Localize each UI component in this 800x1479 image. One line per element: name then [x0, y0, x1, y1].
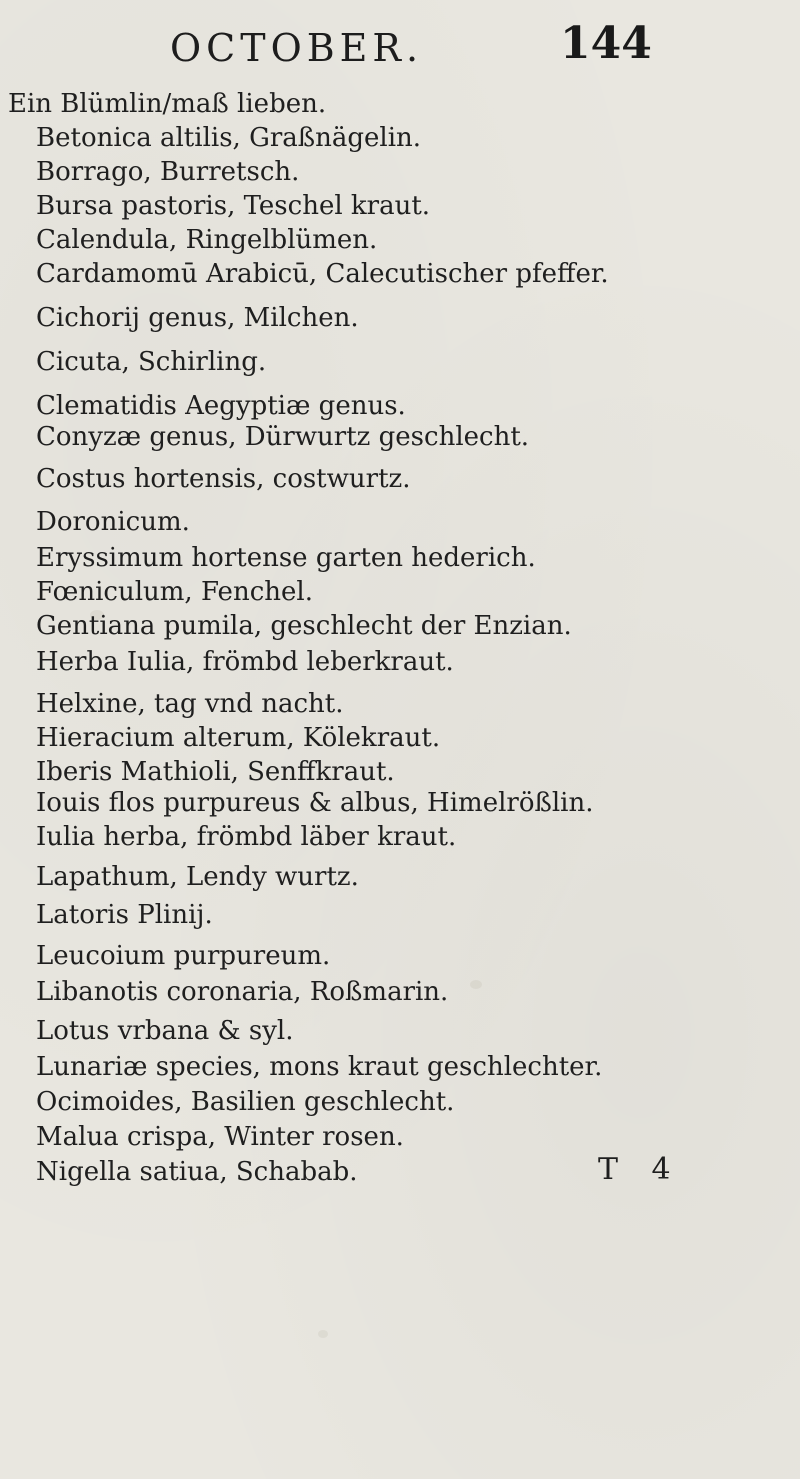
list-item: Malua crispa, Winter rosen. — [36, 1122, 404, 1152]
list-item: Helxine, tag vnd nacht. — [36, 689, 344, 719]
signature-mark: T 4 — [598, 1152, 683, 1187]
list-item: Iouis flos purpureus & albus, Himelrößlin. — [36, 788, 594, 818]
list-item: Leucoium purpureum. — [36, 941, 331, 971]
page-number: 144 — [560, 18, 652, 69]
list-item: Latoris Plinij. — [36, 900, 213, 930]
list-item: Lunariæ species, mons kraut geschlechter. — [36, 1052, 603, 1082]
list-item: Lapathum, Lendy wurtz. — [36, 862, 359, 892]
list-item: Cichorij genus, Milchen. — [36, 303, 359, 333]
list-item: Cardamomū Arabicū, Calecutischer pfeffer. — [36, 259, 609, 289]
list-item: Ocimoides, Basilien geschlecht. — [36, 1087, 455, 1117]
list-item: Nigella satiua, Schabab. — [36, 1157, 358, 1187]
list-item: Bursa pastoris, Teschel kraut. — [36, 191, 431, 221]
list-item: Gentiana pumila, geschlecht der Enzian. — [36, 611, 572, 641]
list-item: Herba Iulia, frömbd leberkraut. — [36, 647, 454, 677]
list-item: Doronicum. — [36, 507, 190, 537]
list-item: Clematidis Aegyptiæ genus. — [36, 391, 406, 421]
list-item: Calendula, Ringelblümen. — [36, 225, 378, 255]
list-item: Eryssimum hortense garten hederich. — [36, 543, 536, 573]
list-item: Conyzæ genus, Dürwurtz geschlecht. — [36, 422, 530, 452]
list-item: Iberis Mathioli, Senffkraut. — [36, 757, 395, 787]
list-item: Fœniculum, Fenchel. — [36, 577, 313, 607]
list-item: Costus hortensis, costwurtz. — [36, 464, 411, 494]
list-item: Borrago, Burretsch. — [36, 157, 300, 187]
list-item: Lotus vrbana & syl. — [36, 1016, 294, 1046]
list-item: Hieracium alterum, Kölekraut. — [36, 723, 441, 753]
list-item: Cicuta, Schirling. — [36, 347, 267, 377]
list-item: Libanotis coronaria, Roßmarin. — [36, 977, 449, 1007]
list-item: Betonica altilis, Graßnägelin. — [36, 123, 422, 153]
list-item: Iulia herba, frömbd läber kraut. — [36, 822, 457, 852]
running-header: OCTOBER. — [170, 26, 424, 70]
list-item: Ein Blümlin/maß lieben. — [8, 89, 327, 119]
